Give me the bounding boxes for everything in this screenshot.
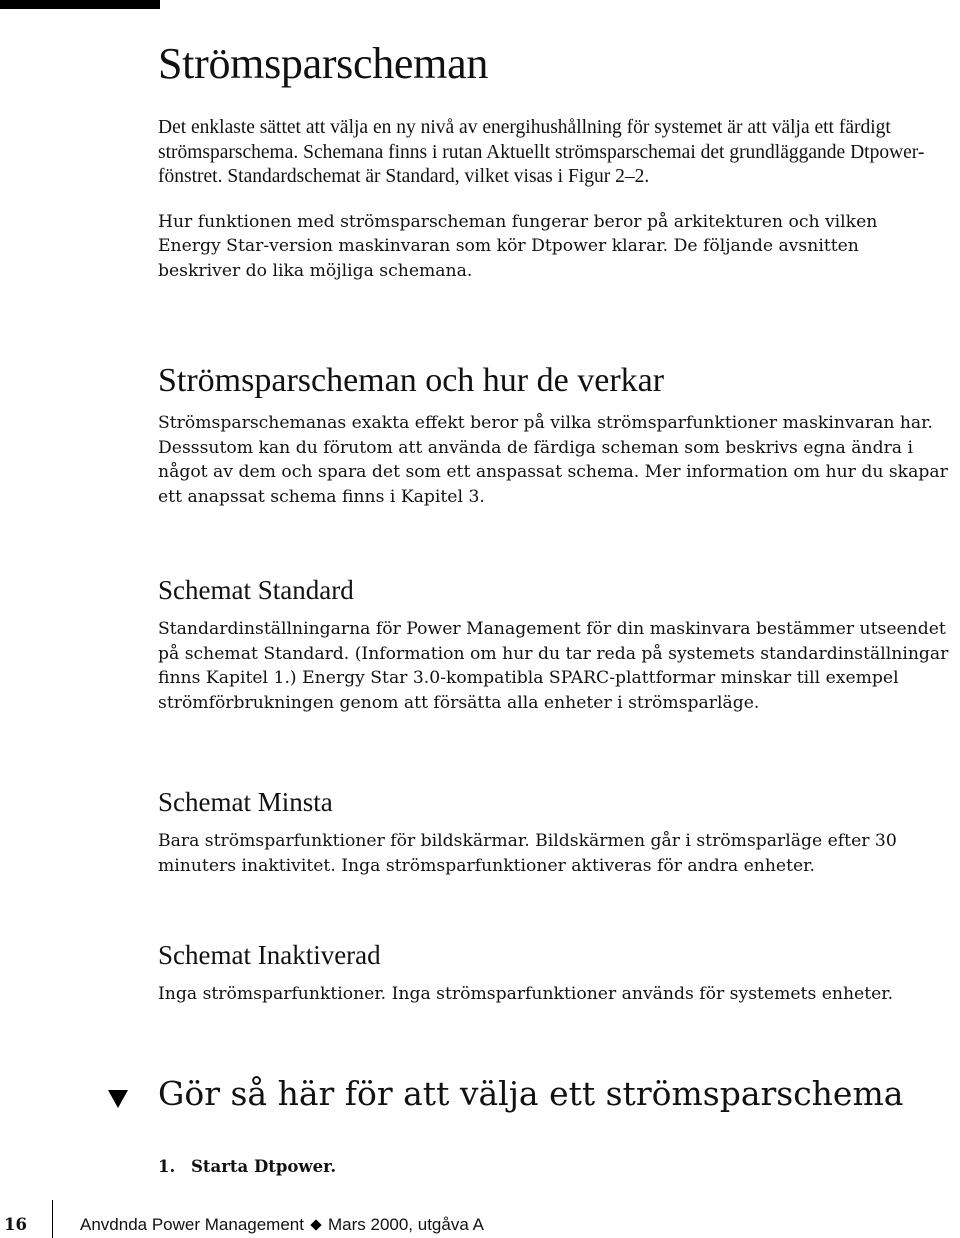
page-footer <box>0 1214 960 1238</box>
section-body-minsta: Bara strömsparfunktioner för bildskärmar. Bildskärmen går i strömsparläge efter 30 minuters inaktivitet. Inga strömsparfunktioner aktiveras för andra enheter. <box>158 831 897 876</box>
page-number: 16 <box>4 1215 27 1234</box>
section-heading-standard: Schemat Standard <box>158 575 354 605</box>
procedure-step <box>158 1156 336 1178</box>
section-body-inaktiverad: Inga strömsparfunktioner. Inga strömsparfunktioner används för systemets enheter. <box>158 984 894 1004</box>
footer-date-edition: Mars 2000, utgåva A <box>327 1215 484 1234</box>
section-heading-inaktiverad: Schemat Inaktiverad <box>158 940 381 970</box>
footer-text <box>80 1214 484 1236</box>
section-body-how: Strömsparschemanas exakta effekt beror på vilka strömsparfunktioner maskinvaran har. Desssutom kan du förutom att använda de färdiga scheman som beskrivs egna ändra i något av dem och spara det som ett anspassat schema. Mer information om hur du skapar ett anapssat schema finns i Kapitel 3. <box>158 413 948 507</box>
procedure-title: Gör så här för att välja ett strömsparschema <box>158 1074 904 1113</box>
step-number: 1. <box>158 1157 176 1176</box>
footer-doc-title: Anvdnda Power Management <box>80 1215 304 1234</box>
diamond-icon <box>310 1219 321 1230</box>
page-content <box>158 38 958 1007</box>
intro-paragraph-1: Det enklaste sättet att välja en ny nivå av energihushållning för systemet är att välja ett färdigt strömsparschema. Schemana finns i rutan Aktuellt strömsparschemai det grundläggande Dtpower-fönstret. Standardschemat är Standard, vilket visas i Figur 2–2. <box>158 117 925 187</box>
intro-paragraph-2: Hur funktionen med strömsparscheman fungerar beror på arkitekturen och vilken Energy Star-version maskinvaran som kör Dtpower klarar. De följande avsnitten beskriver do lika möjliga schemana. <box>158 211 878 281</box>
step-text: Starta Dtpower. <box>190 1157 337 1176</box>
section-body-standard: Standardinställningarna för Power Management för din maskinvara bestämmer utseendet på schemat Standard. (Information om hur du tar reda på systemets standardinställningar finns Kapitel 1.) Energy Star 3.0-kompatibla SPARC-plattformar minskar till exempel strömförbrukningen genom att försätta alla enheter i strömsparläge. <box>158 619 949 713</box>
section-heading-how: Strömsparscheman och hur de verkar <box>158 362 665 399</box>
page-title: Strömsparscheman <box>158 39 489 88</box>
header-rule <box>0 0 160 9</box>
section-heading-minsta: Schemat Minsta <box>158 787 333 817</box>
footer-divider <box>52 1200 53 1238</box>
triangle-down-icon <box>108 1090 128 1108</box>
